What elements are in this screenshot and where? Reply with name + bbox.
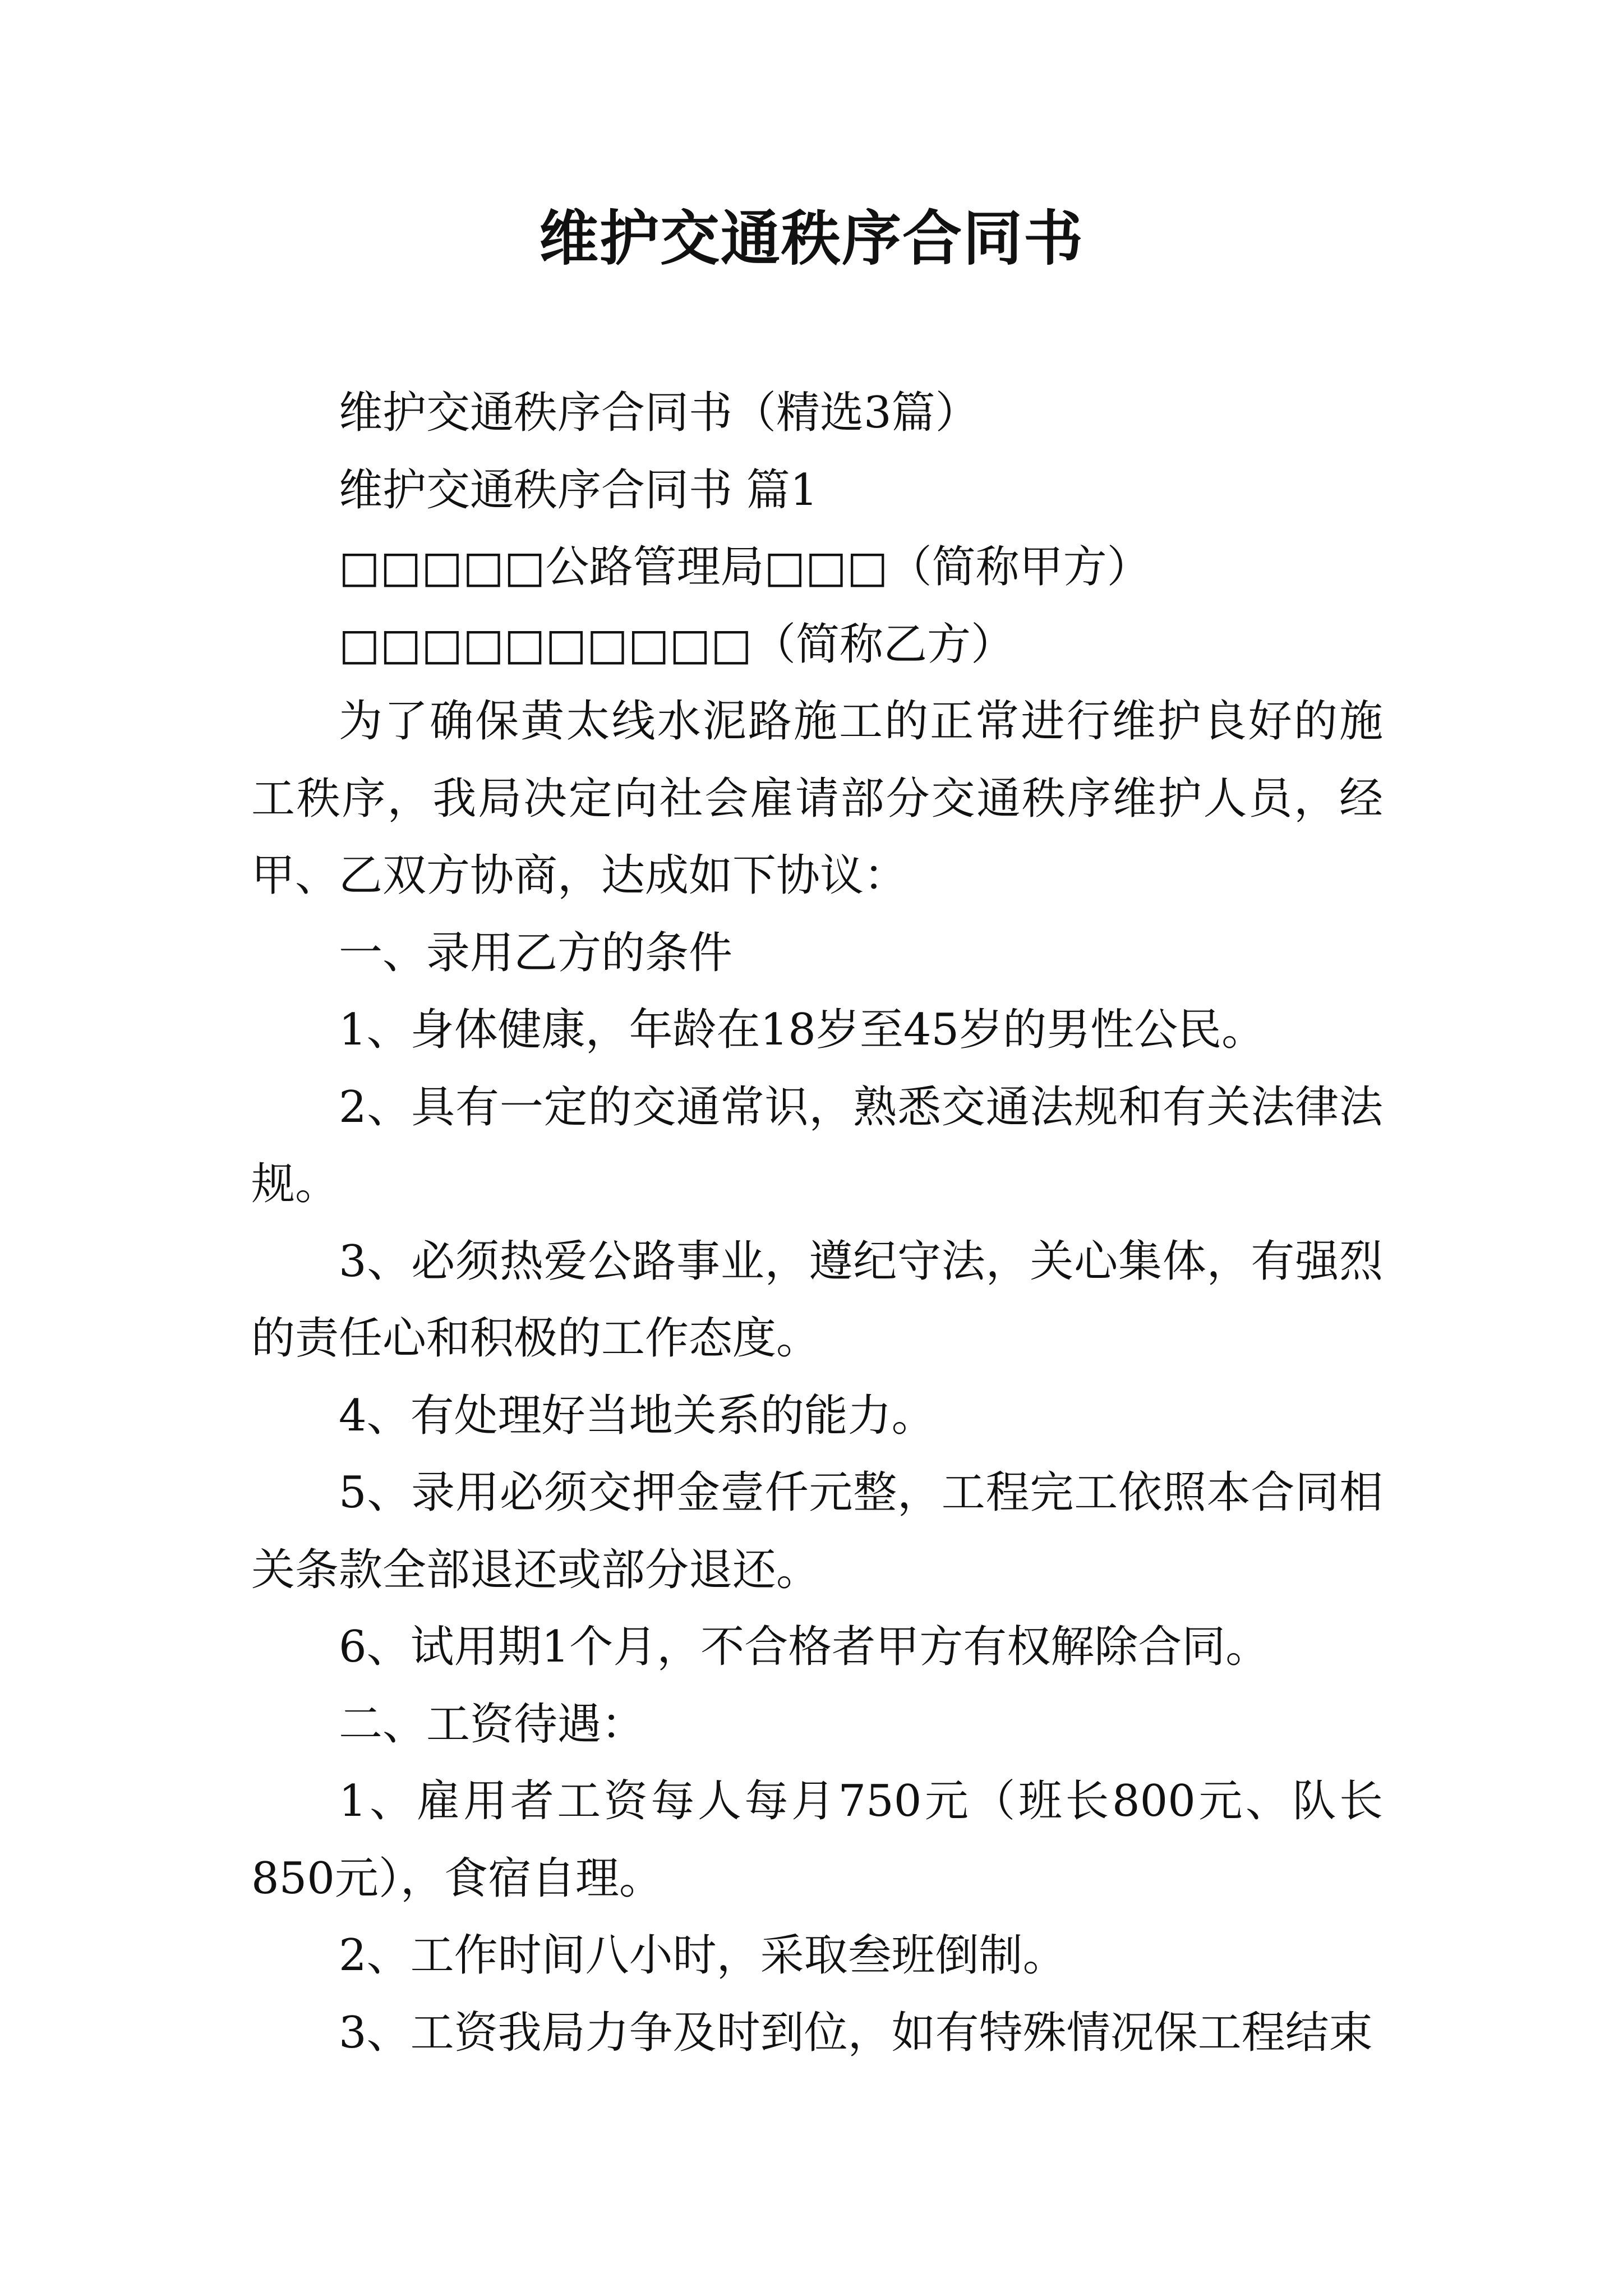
paragraph-party-a: □□□□□公路管理局□□□（简称甲方） [339, 542, 1151, 592]
paragraph-heading-conditions: 一、录用乙方的条件 [339, 927, 733, 978]
paragraph-intro: 为了确保黄太线水泥路施工的正常进行维护良好的施工秩序，我局决定向社会雇请部分交通秩序维护人员，经甲、乙双方协商，达成如下协议： [251, 696, 1383, 901]
paragraph-condition-5: 5、录用必须交押金壹仟元整，工程完工依照本合同相关条款全部退还或部分退还。 [251, 1467, 1383, 1595]
document-body [251, 375, 1383, 2072]
paragraph-condition-1: 1、身体健康，年龄在18岁至45岁的男性公民。 [339, 1005, 1266, 1055]
paragraph-condition-6: 6、试用期1个月，不合格者甲方有权解除合同。 [339, 1622, 1270, 1672]
paragraph-wage-2: 2、工作时间八小时，采取叁班倒制。 [339, 1930, 1067, 1981]
document-title: 维护交通秩序合同书 [539, 203, 1084, 273]
paragraph-condition-4: 4、有处理好当地关系的能力。 [339, 1390, 935, 1441]
paragraph-section-heading: 维护交通秩序合同书 篇1 [339, 464, 818, 516]
paragraph-heading-wages: 二、工资待遇： [339, 1699, 645, 1750]
paragraph-wage-3: 3、工资我局力争及时到位，如有特殊情况保工程结束 [339, 2007, 1373, 2058]
paragraph-condition-2: 2、具有一定的交通常识，熟悉交通法规和有关法律法规。 [251, 1082, 1383, 1209]
paragraph-subtitle: 维护交通秩序合同书（精选3篇） [339, 388, 979, 438]
paragraph-party-b: □□□□□□□□□□（简称乙方） [339, 619, 1015, 670]
paragraph-wage-1: 1、雇用者工资每人每月750元（班长800元、队长850元），食宿自理。 [251, 1776, 1383, 1904]
paragraph-condition-3: 3、必须热爱公路事业，遵纪守法，关心集体，有强烈的责任心和积极的工作态度。 [251, 1236, 1383, 1364]
